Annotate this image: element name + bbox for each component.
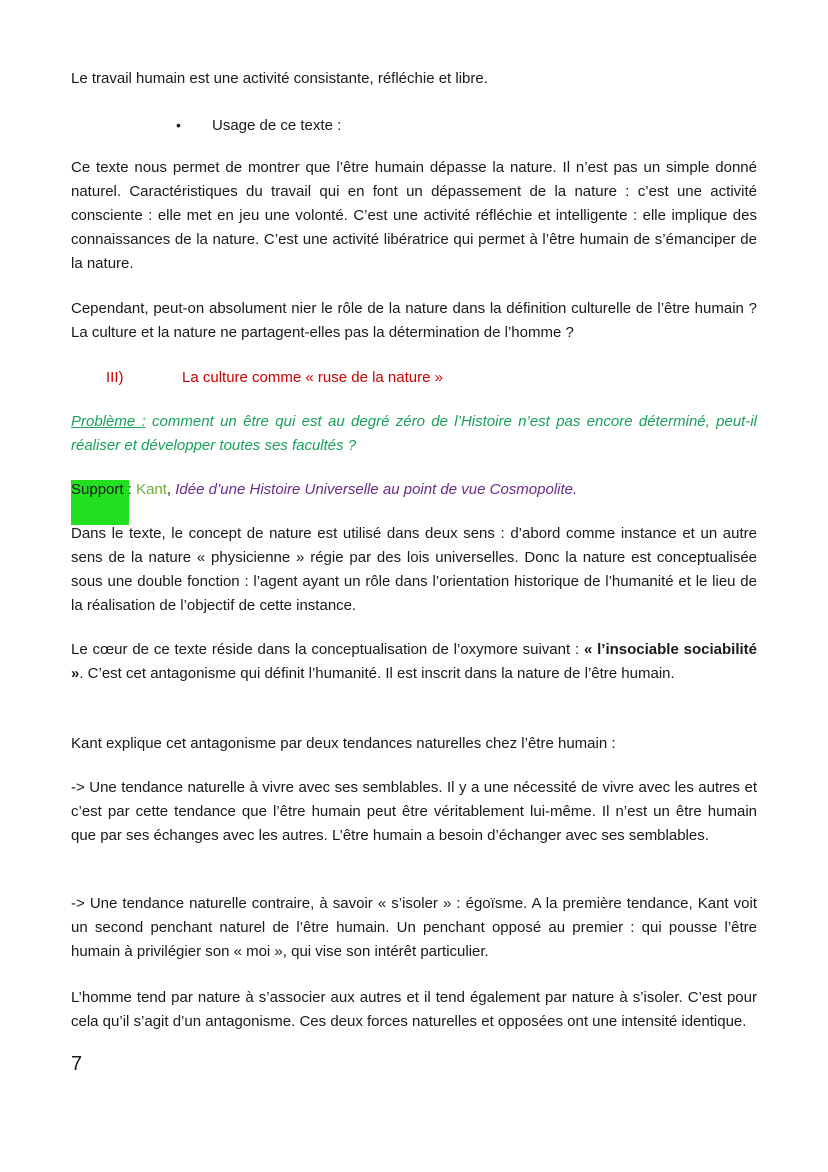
bullet-icon: • [176,117,181,133]
coeur-before: Le cœur de ce texte réside dans la conceptualisation de l’oxymore suivant : [71,641,584,658]
paragraph-usage: Ce texte nous permet de montrer que l’être humain dépasse la nature. Il n’est pas un simple donné naturel. Caractéristiques du travail qui en font un dépassement de la nature : c’est une activité consciente : elle met en jeu une volonté. C’est une activité réfléchie et intelligente : elle implique des connaissances de la nature. C’est une activité libératrice qui permet à l’être humain de s’émanciper de la nature. [71,159,757,272]
paragraph-kant: Kant explique cet antagonisme par deux tendances naturelles chez l’être humain : [71,735,616,752]
probleme-paragraph [71,410,757,458]
bullet-item [176,113,341,138]
support-label: Support [71,481,124,498]
support-line [71,478,577,502]
paragraph-tendance-2: -> Une tendance naturelle contraire, à savoir « s’isoler » : égoïsme. A la première tendance, Kant voit un second penchant naturel de l’être humain. Un penchant opposé au premier : qui pousse l’être humain à privilégier son « moi », qui vise son intérêt particulier. [71,895,757,960]
support-author: Kant [136,481,167,498]
support-separator: : [123,481,137,498]
support-work: Idée d’une Histoire Universelle au point de vue Cosmopolite. [175,481,578,498]
probleme-label: Problème : [71,413,146,430]
coeur-after: . C’est cet antagonisme qui définit l’humanité. Il est inscrit dans la nature de l’être humain. [79,665,675,682]
probleme-text: comment un être qui est au degré zéro de l’Histoire n’est pas encore déterminé, peut-il réaliser et développer toutes ses facultés ? [71,413,757,454]
bullet-label: Usage de ce texte : [212,117,342,134]
paragraph-sens: Dans le texte, le concept de nature est utilisé dans deux sens : d’abord comme instance et un autre sens de la nature « physicienne » régie par des lois universelles. Donc la nature est conceptualisée sous une double fonction : l’agent ayant un rôle dans l’orientation historique de l’humanité et le lieu de la réalisation de l’objectif de cette instance. [71,525,757,614]
support-comma: , [166,481,176,498]
section-number: III) [106,369,124,386]
intro-line: Le travail humain est une activité consistante, réfléchie et libre. [71,70,488,87]
section-heading [106,366,443,390]
paragraph-tendance-1: -> Une tendance naturelle à vivre avec ses semblables. Il y a une nécessité de vivre avec les autres et c’est par cette tendance que l’être humain peut être véritablement lui-même. Il n’est un être humain que par ses échanges avec les autres. L’être humain a besoin d’échanger avec ses semblables. [71,779,757,844]
paragraph-coeur [71,638,757,686]
paragraph-question: Cependant, peut-on absolument nier le rôle de la nature dans la définition culturelle de l’être humain ? La culture et la nature ne partagent-elles pas la détermination de l’homme ? [71,300,757,341]
page-number: 7 [71,1053,83,1075]
paragraph-homme: L’homme tend par nature à s’associer aux autres et il tend également par nature à s’isoler. C’est pour cela qu’il s’agit d’un antagonisme. Ces deux forces naturelles et opposées ont une intensité identique. [71,989,757,1030]
section-title: La culture comme « ruse de la nature » [182,369,443,386]
coeur-bold: « l’insociable sociabilité » [71,641,757,682]
